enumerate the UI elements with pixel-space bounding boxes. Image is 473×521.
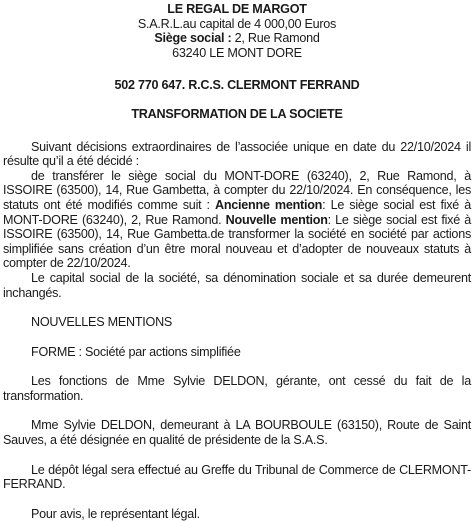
- transfer-text-2: : Le siège social est fixé à MONT-DORE (63240), 2, Rue Ramond.: [3, 197, 472, 227]
- paragraph-capital: Le capital social de la société, sa dénomination sociale et sa durée demeurent inchangés.: [3, 270, 471, 300]
- siege-label: Siège social :: [154, 31, 232, 46]
- paragraph-forme: FORME : Société par actions simplifiée: [31, 344, 241, 359]
- company-capital: S.A.R.L.au capital de 4 000,00 Euros: [137, 16, 337, 31]
- paragraph-presidente: Mme Sylvie DELDON, demeurant à LA BOURBOULE (63150), Route de Saint Sauves, a été désignée en qualité de présidente de la S.A.S.: [3, 418, 471, 448]
- ancienne-mention-label: Ancienne mention: [215, 197, 323, 212]
- paragraph-signature: Pour avis, le représentant légal.: [31, 506, 200, 521]
- paragraph-nouvelles-mentions: NOUVELLES MENTIONS: [31, 315, 173, 330]
- siege-street: 2, Rue Ramond: [231, 31, 320, 46]
- paragraph-depot: Le dépôt légal sera effectué au Greffe du Tribunal de Commerce de CLERMONT-FERRAND.: [3, 462, 471, 492]
- paragraph-transfer: [3, 169, 471, 271]
- paragraph-fonctions: Les fonctions de Mme Sylvie DELDON, gérante, ont cessé du fait de la transformation.: [3, 374, 471, 403]
- transfer-text-3: : Le siège social est fixé à ISSOIRE (63500), 14, Rue Gambetta.de transformer la société en société par actions simplifiée sans création d’un être moral nouveau et d’adopter de nouveaux statuts à compter de 22/10/2024.: [3, 212, 471, 271]
- transfer-text-1: de transférer le siège social du MONT-DORE (63240), 2, Rue Ramond, à ISSOIRE (63500), 14, Rue Gambetta, à compter du 22/10/2024. En conséquence, les statuts ont été modifiés comme suit :: [3, 168, 471, 212]
- rcs-number: 502 770 647. R.C.S. CLERMONT FERRAND: [114, 78, 360, 93]
- nouvelle-mention-label: Nouvelle mention: [225, 212, 328, 227]
- siege-city: 63240 LE MONT DORE: [172, 45, 302, 60]
- notice-header: [3, 2, 471, 60]
- company-name: LE REGAL DE MARGOT: [167, 2, 307, 16]
- notice-title: TRANSFORMATION DE LA SOCIETE: [131, 106, 343, 121]
- company-siege: [3, 31, 471, 46]
- paragraph-decisions: Suivant décisions extraordinaires de l’associée unique en date du 22/10/2024 il résulte qu’il a été décidé :: [3, 139, 471, 169]
